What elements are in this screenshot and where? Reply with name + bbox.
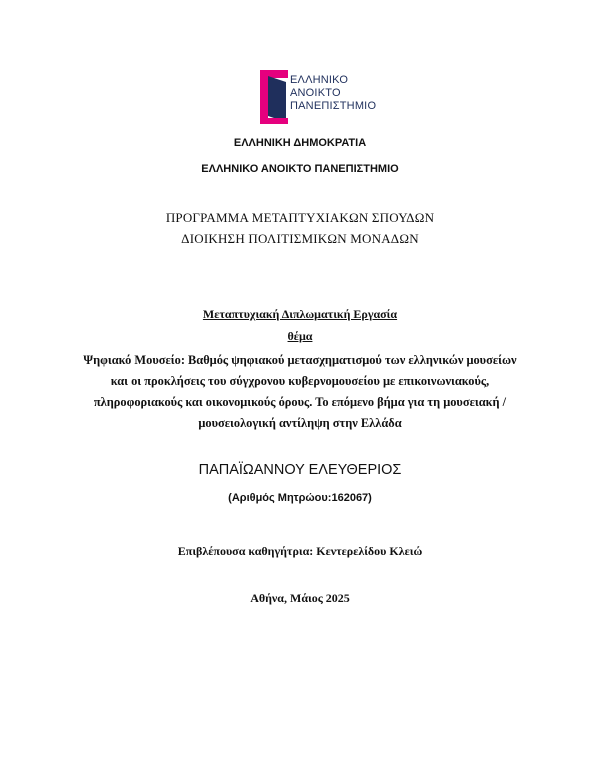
registration-number: (Αριθμός Μητρώου:162067) — [228, 492, 372, 504]
supervisor: Επιβλέπουσα καθηγήτρια: Κεντερελίδου Κλειώ — [177, 544, 423, 558]
university-heading: ΕΛΛΗΝΙΚΟ ΑΝΟΙΚΤΟ ΠΑΝΕΠΙΣΤΗΜΙΟ — [201, 163, 399, 175]
republic-heading: ΕΛΛΗΝΙΚΗ ΔΗΜΟΚΡΑΤΙΑ — [233, 137, 367, 149]
university-logo — [258, 68, 378, 124]
logo-text-line2: ΑΝΟΙΚΤΟ — [290, 87, 341, 99]
thesis-type: Μεταπτυχιακή Διπλωματική Εργασία — [202, 307, 398, 321]
program-title: ΠΡΟΓΡΑΜΜΑ ΜΕΤΑΠΤΥΧΙΑΚΩΝ ΣΠΟΥΔΩΝ — [165, 210, 435, 225]
author-name: ΠΑΠΑΪΩΑΝΝΟΥ ΕΛΕΥΘΕΡΙΟΣ — [198, 462, 402, 478]
thesis-title: Ψηφιακό Μουσείο: Βαθμός ψηφιακού μετασχηματισμού των ελληνικών μουσείων και οι προκλήσεις του σύγχρονου κυβερνομουσείου με επικοινωνιακούς, πληροφοριακούς και οικονομικούς όρους. Το επόμενο βήμα για τη μουσειακή / μουσειολογική αντίληψη στην Ελλάδα — [83, 353, 517, 430]
logo-text-line1: ΕΛΛΗΝΙΚΟ — [290, 74, 349, 86]
topic-label: θέμα — [287, 329, 313, 343]
place-date: Αθήνα, Μάιος 2025 — [250, 591, 350, 605]
logo-text-line3: ΠΑΝΕΠΙΣΤΗΜΙΟ — [290, 100, 377, 112]
program-subtitle: ΔΙΟΙΚΗΣΗ ΠΟΛΙΤΙΣΜΙΚΩΝ ΜΟΝΑΔΩΝ — [181, 231, 419, 246]
